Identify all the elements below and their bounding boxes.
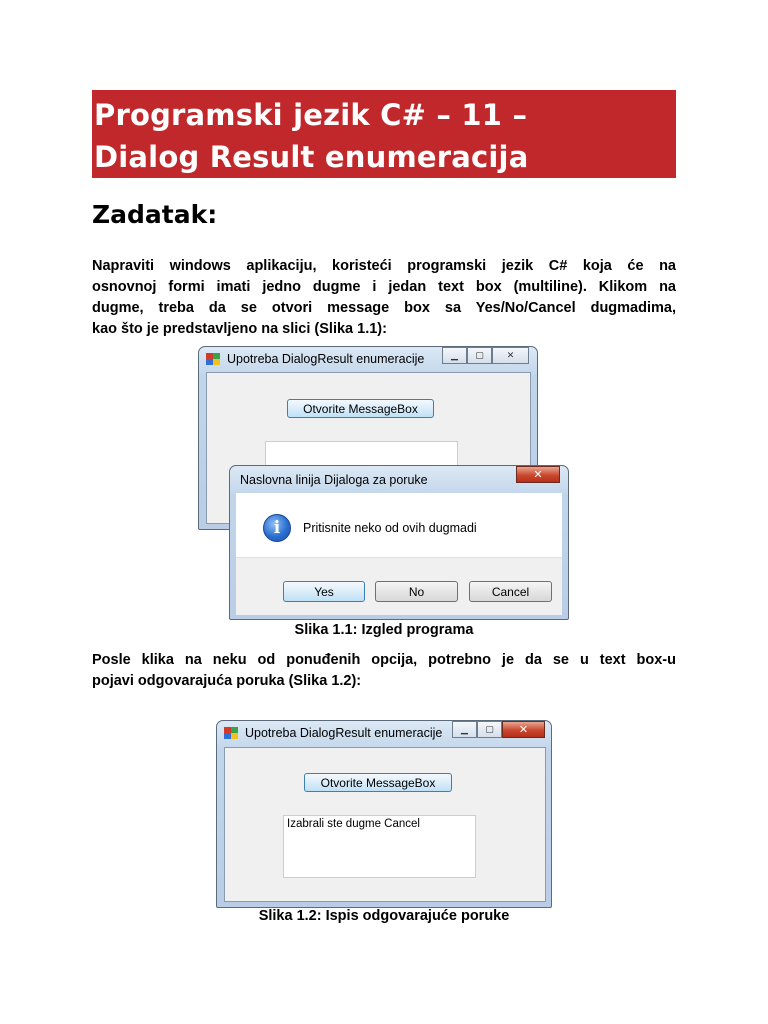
minimize-icon[interactable]: ▁	[452, 721, 477, 738]
paragraph-line: kao što je predstavljeno na slici (Slika 1.1):	[92, 321, 387, 337]
followup-paragraph	[92, 650, 676, 692]
figure2-caption: Slika 1.2: Ispis odgovarajuće poruke	[258, 908, 510, 924]
window-title: Upotreba DialogResult enumeracije	[245, 726, 443, 740]
dialog-message: Pritisnite neko od ovih dugmadi	[303, 521, 477, 535]
maximize-icon[interactable]: ▢	[467, 347, 492, 364]
task-paragraph	[92, 256, 676, 340]
close-icon[interactable]: ✕	[492, 347, 529, 364]
paragraph-line: Napraviti windows aplikaciju, koristeći programski jezik C# koja će na	[92, 258, 676, 274]
dialog-controls	[516, 466, 560, 483]
open-messagebox-button[interactable]: Otvorite MessageBox	[287, 399, 434, 418]
paragraph-line: dugme, treba da se otvori message box sa Yes/No/Cancel dugmadima,	[92, 300, 676, 316]
title-banner	[92, 90, 676, 178]
maximize-icon[interactable]: ▢	[477, 721, 502, 738]
title-line-2: Dialog Result enumeracija	[94, 140, 529, 174]
close-icon[interactable]: ✕	[502, 721, 545, 738]
figure2-main-window	[216, 720, 552, 908]
paragraph-line: osnovnoj formi imati jedno dugme i jedan text box (multiline). Klikom na	[92, 279, 676, 295]
paragraph-line: pojavi odgovarajuća poruka (Slika 1.2):	[92, 673, 362, 689]
minimize-icon[interactable]: ▁	[442, 347, 467, 364]
no-button[interactable]: No	[375, 581, 458, 602]
dialog-button-bar	[236, 557, 562, 615]
app-window-icon	[224, 727, 238, 739]
window-title: Upotreba DialogResult enumeracije	[227, 352, 425, 366]
information-icon: i	[263, 514, 291, 542]
app-window-icon	[206, 353, 220, 365]
window-client-area	[224, 747, 546, 902]
result-textbox[interactable]: Izabrali ste dugme Cancel	[283, 815, 476, 878]
figure1-caption: Slika 1.1: Izgled programa	[294, 622, 474, 638]
close-icon[interactable]: ✕	[516, 466, 560, 483]
title-line-1: Programski jezik C# – 11 –	[94, 98, 528, 132]
paragraph-line: Posle klika na neku od ponuđenih opcija, potrebno je da se u text box-u	[92, 652, 676, 668]
cancel-button[interactable]: Cancel	[469, 581, 552, 602]
dialog-message-area	[236, 493, 562, 557]
open-messagebox-button[interactable]: Otvorite MessageBox	[304, 773, 452, 792]
dialog-title: Naslovna linija Dijaloga za poruke	[240, 473, 428, 487]
window-controls	[442, 347, 529, 364]
window-controls	[452, 721, 545, 738]
figure1-message-dialog	[229, 465, 569, 620]
section-heading: Zadatak:	[92, 200, 218, 229]
yes-button[interactable]: Yes	[283, 581, 365, 602]
